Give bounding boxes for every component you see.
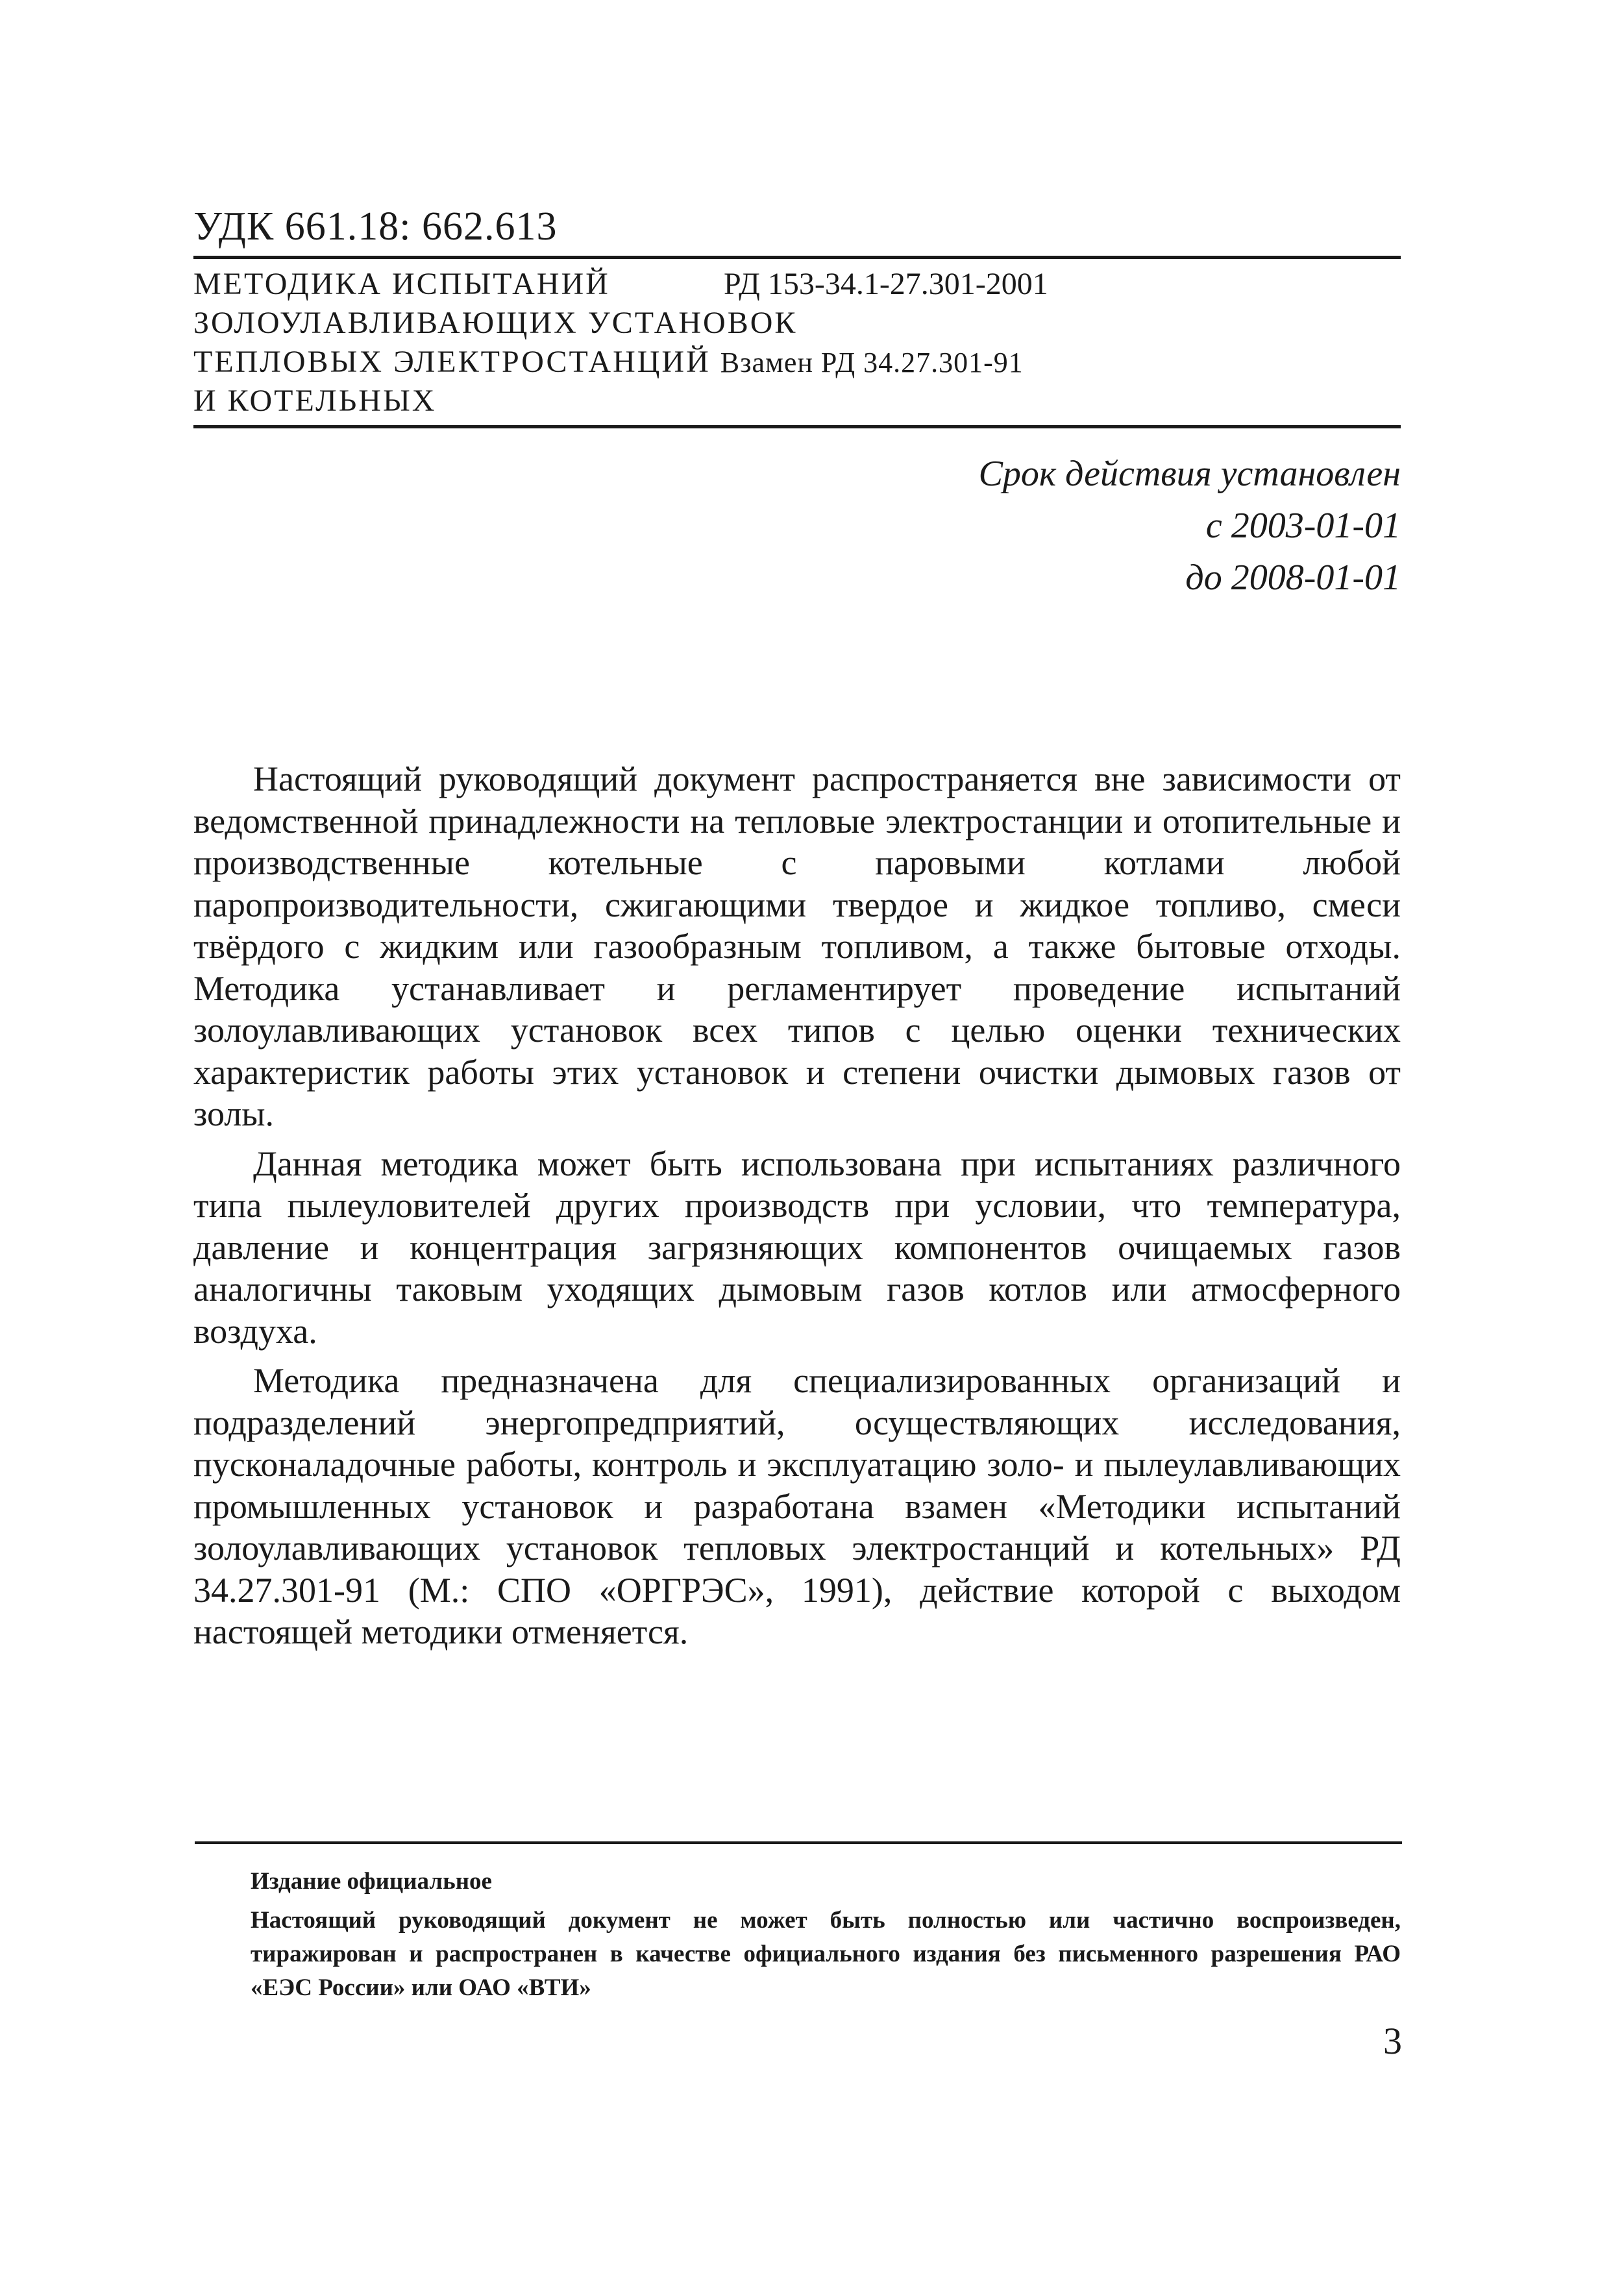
document-title-line-2: ЗОЛОУЛАВЛИВАЮЩИХ УСТАНОВОК [193, 306, 798, 340]
document-code: РД 153-34.1-27.301-2001 [724, 267, 1048, 301]
validity-from: с 2003-01-01 [1205, 506, 1401, 546]
body-paragraph-2: Данная методика может быть использована при испытаниях различного типа пылеуловителей других производств при условии, что температура, давление и концентрация загрязняющих компонентов очищаемых газов аналогичны таковым уходящих дымовым газов котлов или атмосферного воздуха. [193, 1144, 1401, 1351]
header-top-rule [193, 256, 1401, 259]
body-paragraph-3: Методика предназначена для специализированных организаций и подразделений энергопредприятий, осуществляющих исследования, пусконаладочные работы, контроль и эксплуатацию золо- и пылеулавливающих промышленных установок и разработана взамен «Методики испытаний золоулавливающих установок тепловых электростанций и котельных» РД 34.27.301-91 (М.: СПО «ОРГРЭС», 1991), действие которой с выходом настоящей методики отменяется. [193, 1361, 1401, 1651]
document-title-line-3-row [193, 347, 1024, 378]
document-title-line-1: МЕТОДИКА ИСПЫТАНИЙ [193, 267, 610, 301]
page-number: 3 [1383, 2020, 1402, 2062]
footer-rule [195, 1841, 1402, 1844]
official-edition-label: Издание официальное [251, 1868, 492, 1895]
validity-to: до 2008-01-01 [1185, 558, 1401, 598]
document-title-line-3: ТЕПЛОВЫХ ЭЛЕКТРОСТАНЦИЙ [193, 345, 711, 379]
copyright-notice: Настоящий руководящий документ не может быть полностью или частично воспроизведен, тиражирован и распространен в качестве официального издания без письменного разрешения РАО «ЕЭС России» или ОАО «ВТИ» [251, 1907, 1401, 2001]
document-title-line-4: И КОТЕЛЬНЫХ [193, 384, 437, 418]
header-bottom-rule [193, 425, 1401, 428]
udk-code: УДК 661.18: 662.613 [193, 204, 558, 249]
document-body [193, 758, 1401, 1661]
body-paragraph-1: Настоящий руководящий документ распространяется вне зависимости от ведомственной принадлежности на тепловые электростанции и отопительные и производственные котельные с паровыми котлами любой паропроизводительности, сжигающими твердое и жидкое топливо, смеси твёрдого с жидким или газообразным топливом, а также бытовые отходы. Методика устанавливает и регламентирует проведение испытаний золоулавливающих установок всех типов с целью оценки технических характеристик работы этих установок и степени очистки дымовых газов от золы. [193, 759, 1401, 1133]
validity-label: Срок действия установлен [978, 454, 1401, 494]
validity-block [979, 448, 1401, 604]
replaces-document: Взамен РД 34.27.301-91 [720, 347, 1024, 378]
